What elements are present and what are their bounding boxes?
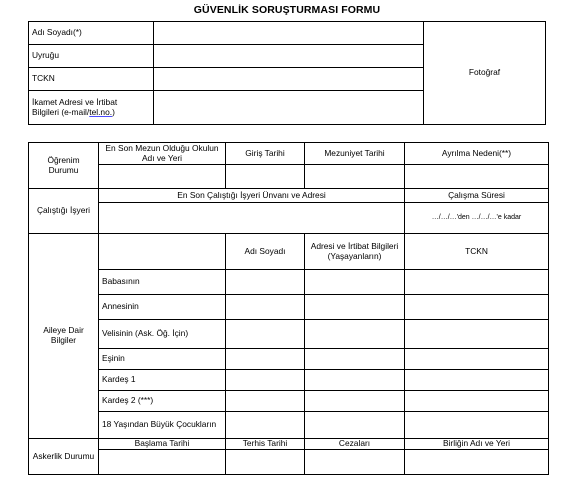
military-discharge-field[interactable] <box>226 450 305 475</box>
address-label-line1: İkamet Adresi ve İrtibat <box>32 96 118 107</box>
family-relation-mother: Annesinin <box>99 295 226 320</box>
military-header-penalties: Cezaları <box>305 439 405 450</box>
form-title: GÜVENLİK SORUŞTURMASI FORMU <box>193 4 381 16</box>
label-tckn: TCKN <box>29 68 154 91</box>
workplace-label: Çalıştığı İşyeri <box>29 189 99 234</box>
education-header-school: En Son Mezun Olduğu Okulun Adı ve Yeri <box>99 143 226 165</box>
family-sibling2-tckn[interactable] <box>405 391 549 412</box>
family-mother-address[interactable] <box>305 295 405 320</box>
family-relation-father: Babasının <box>99 270 226 295</box>
military-header-start: Başlama Tarihi <box>99 439 226 450</box>
workplace-header-period: Çalışma Süresi <box>405 189 549 203</box>
workplace-title-address-field[interactable] <box>99 203 405 234</box>
military-header-unit: Birliğin Adı ve Yeri <box>405 439 549 450</box>
family-mother-tckn[interactable] <box>405 295 549 320</box>
family-sibling2-name[interactable] <box>226 391 305 412</box>
family-header-empty <box>99 234 226 270</box>
field-name-surname[interactable] <box>154 22 424 45</box>
family-spouse-name[interactable] <box>226 349 305 370</box>
family-relation-guardian: Velisinin (Ask. Öğ. İçin) <box>99 320 226 349</box>
workplace-period-field[interactable]: …/…/…'den …/…/…'e kadar <box>405 203 549 234</box>
education-header-graduation: Mezuniyet Tarihi <box>305 143 405 165</box>
education-graduation-field[interactable] <box>305 165 405 189</box>
field-tckn[interactable] <box>154 68 424 91</box>
family-sibling1-name[interactable] <box>226 370 305 391</box>
family-spouse-tckn[interactable] <box>405 349 549 370</box>
family-header-tckn: TCKN <box>405 234 549 270</box>
family-children-name[interactable] <box>226 412 305 439</box>
education-header-leave-reason: Ayrılma Nedeni(**) <box>405 143 549 165</box>
family-father-address[interactable] <box>305 270 405 295</box>
family-children-tckn[interactable] <box>405 412 549 439</box>
family-spouse-address[interactable] <box>305 349 405 370</box>
military-unit-field[interactable] <box>405 450 549 475</box>
label-name-surname: Adı Soyadı(*) <box>29 22 154 45</box>
field-nationality[interactable] <box>154 45 424 68</box>
family-header-address: Adresi ve İrtibat Bilgileri (Yaşayanların) <box>305 234 405 270</box>
family-sibling1-address[interactable] <box>305 370 405 391</box>
address-label-telno: tel.no. <box>89 106 113 117</box>
family-sibling2-address[interactable] <box>305 391 405 412</box>
family-guardian-address[interactable] <box>305 320 405 349</box>
family-father-tckn[interactable] <box>405 270 549 295</box>
military-penalties-field[interactable] <box>305 450 405 475</box>
education-label: Öğrenim Durumu <box>29 143 99 189</box>
family-relation-sibling-2: Kardeş 2 (***) <box>99 391 226 412</box>
family-relation-spouse: Eşinin <box>99 349 226 370</box>
education-entry-field[interactable] <box>226 165 305 189</box>
personal-info-table <box>28 21 546 125</box>
label-nationality: Uyruğu <box>29 45 154 68</box>
details-table <box>28 142 549 475</box>
military-start-field[interactable] <box>99 450 226 475</box>
family-guardian-tckn[interactable] <box>405 320 549 349</box>
education-leave-reason-field[interactable] <box>405 165 549 189</box>
education-header-entry: Giriş Tarihi <box>226 143 305 165</box>
family-header-name: Adı Soyadı <box>226 234 305 270</box>
family-mother-name[interactable] <box>226 295 305 320</box>
family-father-name[interactable] <box>226 270 305 295</box>
family-sibling1-tckn[interactable] <box>405 370 549 391</box>
family-relation-children: 18 Yaşından Büyük Çocukların <box>99 412 226 439</box>
workplace-header-title-address: En Son Çalıştığı İşyeri Ünvanı ve Adresi <box>99 189 405 203</box>
family-relation-sibling-1: Kardeş 1 <box>99 370 226 391</box>
military-header-discharge: Terhis Tarihi <box>226 439 305 450</box>
address-label-suffix: ) <box>112 106 115 117</box>
family-label: Aileye Dair Bilgiler <box>29 234 99 439</box>
field-address-contact[interactable] <box>154 91 424 125</box>
family-children-address[interactable] <box>305 412 405 439</box>
address-label-prefix: Bilgileri (e-mail/ <box>32 106 90 117</box>
label-address-contact <box>29 91 154 125</box>
education-school-field[interactable] <box>99 165 226 189</box>
military-label: Askerlik Durumu <box>29 439 99 475</box>
photo-box[interactable] <box>424 22 546 125</box>
family-guardian-name[interactable] <box>226 320 305 349</box>
photo-label: Fotoğraf <box>468 67 501 78</box>
